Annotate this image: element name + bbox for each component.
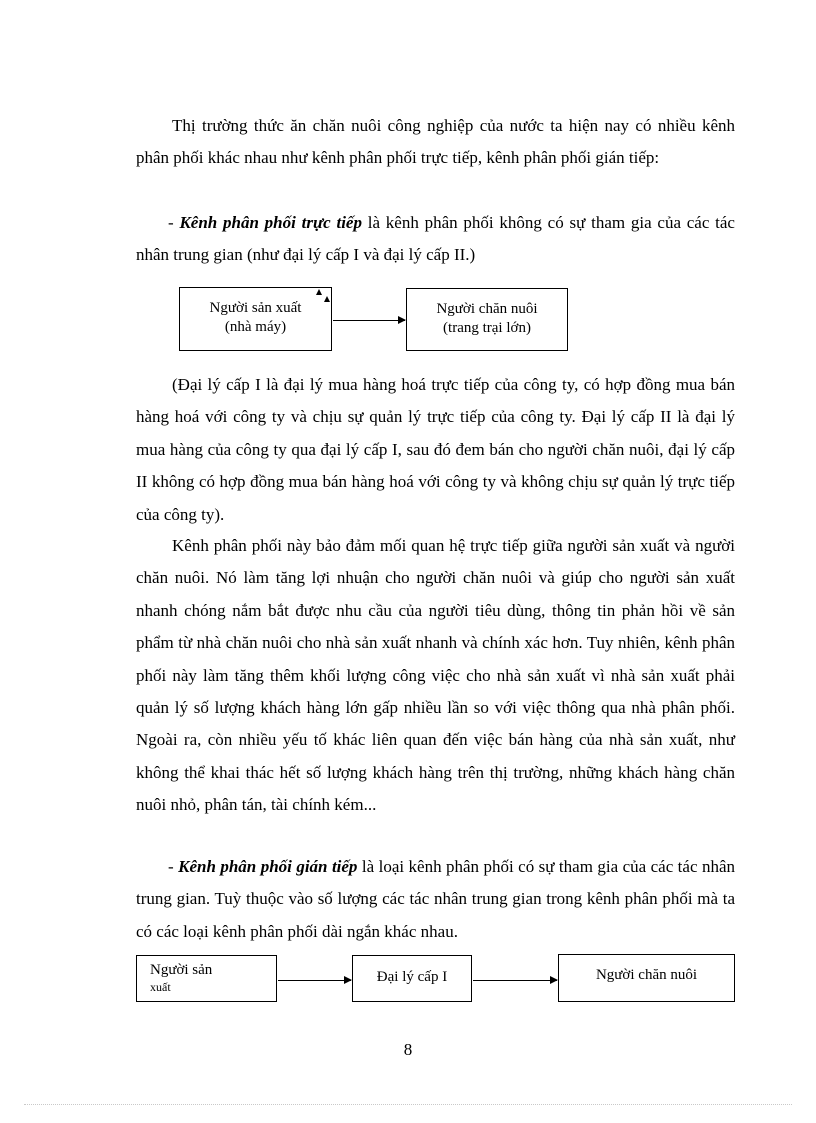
box-producer-factory: Người sản xuất (nhà máy) bbox=[179, 287, 332, 351]
box-farmer: Người chăn nuôi bbox=[558, 954, 735, 1002]
paragraph-direct-channel: - Kênh phân phối trực tiếp là kênh phân phối không có sự tham gia của các tác nhân trung gian (như đại lý cấp I và đại lý cấp II.) bbox=[136, 213, 735, 265]
paragraph-indirect-channel: - Kênh phân phối gián tiếp là loại kênh phân phối có sự tham gia của các tác nhân trung gian. Tuỳ thuộc vào số lượng các tác nhân trung gian trong kênh phân phối mà ta có các loại kênh phân phối dài ngắn khác nhau. bbox=[136, 857, 735, 941]
box-producer: Người sản xuất bbox=[136, 955, 277, 1002]
page-number: 8 bbox=[403, 1040, 413, 1059]
arrow-right-icon bbox=[473, 980, 557, 981]
box-agent-level-1: Đại lý cấp I bbox=[352, 955, 472, 1002]
term-direct-channel: Kênh phân phối trực tiếp bbox=[179, 213, 362, 232]
page-bottom-divider bbox=[24, 1104, 792, 1105]
arrow-right-icon bbox=[278, 980, 351, 981]
term-indirect-channel: Kênh phân phối gián tiếp bbox=[178, 857, 358, 876]
triangle-marker-icon bbox=[316, 289, 322, 295]
paragraph-agents-note: (Đại lý cấp I là đại lý mua hàng hoá trực tiếp của công ty, có hợp đồng mua bán hàng hoá với công ty và chịu sự quản lý trực tiếp của công ty. Đại lý cấp II là đại lý mua hàng của công ty qua đại lý cấp I, sau đó đem bán cho người chăn nuôi, đại lý cấp II không có hợp đồng mua bán hàng hoá với công ty và không chịu sự quản lý trực tiếp của công ty). bbox=[136, 375, 735, 524]
paragraph-direct-analysis: Kênh phân phối này bảo đảm mối quan hệ trực tiếp giữa người sản xuất và người chăn nuôi. Nó làm tăng lợi nhuận cho người chăn nuôi và giúp cho người sản xuất nhanh chóng nắm bắt được nhu cầu của người tiêu dùng, thông tin phản hồi về sản phẩm từ nhà chăn nuôi cho nhà sản xuất nhanh và chính xác hơn. Tuy nhiên, kênh phân phối này làm tăng thêm khối lượng công việc cho nhà sản xuất vì nhà sản xuất phải quản lý số lượng khách hàng lớn gấp nhiều lần so với việc thông qua nhà phân phối. Ngoài ra, còn nhiều yếu tố khác liên quan đến việc bán hàng của nhà sản xuất, như không thể khai thác hết số lượng khách hàng trên thị trường, những khách hàng chăn nuôi nhỏ, phân tán, tài chính kém... bbox=[136, 536, 735, 815]
box-farmer-large: Người chăn nuôi (trang trại lớn) bbox=[406, 288, 568, 351]
paragraph-intro: Thị trường thức ăn chăn nuôi công nghiệp của nước ta hiện nay có nhiều kênh phân phối khác nhau như kênh phân phối trực tiếp, kênh phân phối gián tiếp: bbox=[136, 116, 735, 168]
arrow-right-icon bbox=[333, 320, 405, 321]
triangle-marker-icon bbox=[324, 296, 330, 302]
